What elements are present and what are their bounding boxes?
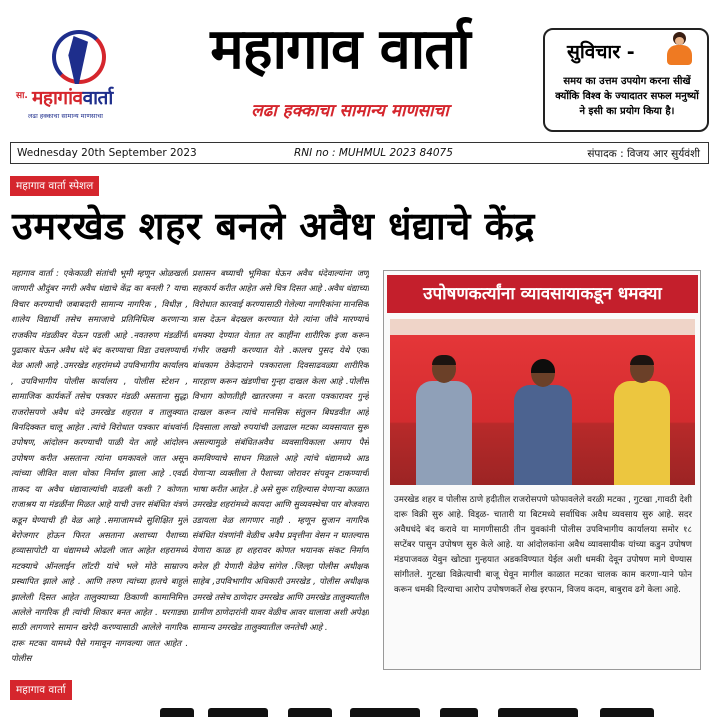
masthead-title: महागाव वार्ता <box>210 17 470 82</box>
masthead-tagline: लढा हक्काचा सामान्य माणसाचा <box>251 101 449 121</box>
section-tag-2[interactable]: महागाव वार्ता <box>10 680 72 700</box>
photo-banner-cloth <box>390 319 695 335</box>
logo-name: महागांववार्ता <box>32 87 113 109</box>
saint-figure-icon <box>665 32 693 66</box>
photo-person-left <box>416 355 472 485</box>
logo-prefix: सा. <box>16 91 28 101</box>
editor-credit: संपादक : विजय आर सुर्यवंशी <box>587 148 700 160</box>
section-tag[interactable]: महागाव वार्ता स्पेशल <box>10 176 99 196</box>
photo-person-center <box>514 359 572 485</box>
logo-tagline: लढा हक्काचा सामान्य माणसाचा <box>28 112 103 120</box>
thought-text: समय का उत्तम उपयोग करना सीखें क्योंकि विश्व के ज्यादातर सफल मनुष्यों ने इसी का प्रयोग किया है। <box>555 76 699 117</box>
photo-person-right <box>614 355 670 485</box>
article-column-2: प्रशासन बघ्याची भूमिका घेऊन अवैध धंदेवाल्यांना जणू सहकार्य करीत आहेत असे चित्र दिसत आहे .अवैध धंद्याच्या विरोधात कारवाई करण्यासाठी गेलेल्या नागरिकांना मानसिक त्रास देऊन बेदखल करण्यात येते त्यांना जीवे मारण्याचे धमक्या देण्यात येतात तर काहींना शारीरिक इजा करून गंभीर जखमी करण्यात येते .कालच पुसद येथे एका बांधकाम ठेकेदाराने पत्रकाराला दिवसाढवळ्या शारीरिक मारहाण करून खंडणीचा गुन्हा दाखल केला आहे .पोलीस विभाग कोणतीही खातरजमा न करता पत्रकारावर गुन्हे दाखल करून त्यांचे मानसिक संतुलन बिघडवीत आहे दिवसाला लाखो रुपयांची उलाढाल मटका व्यवसायात सुरू असल्यामुळे संबंधितअवैध व्यवसायिकाला अमाप पैसे कमविण्याचे साधन मिळाले आहे त्यांचे धंद्यामध्ये आड येणाऱ्या व्यक्तीला ते पैशाच्या जोरावर संपवून टाकण्याची भाषा करीत आहेत .हे असे सुरू राहिल्यास येणाऱ्या काळात उमरखेड शहरांमध्ये कायदा आणि सुव्यवस्थेचा पार बोजवारा उडायला वेळ लागणार नाही . म्हणून सुजान नागरिक संबंधित यंत्रणांनी वेळीच अवैध प्रवृत्तीना वेसन न घातल्यास येणारा काळ हा शहरावर कोणत भयानक संकट निर्माण करेल ही येणारी वेळेच सांगेल .जिल्हा पोलीस अधीक्षक साहेब ,उपविभागीय अधिकारी उमरखेड , पोलीस अधीक्षक उमरखे तसेच ठाणेदार उमरखेड आणि उमरखेड तालुक्यातील ग्रामीण ठाणेदारांनी यावर वेळीच आवर घालावा अशी अपेक्षा सामान्य उमरखेड तालुक्यातील जनतेची आहे . <box>192 268 369 633</box>
article-column-1: महागाव वार्ता : एकेकाळी संतांची भूमी म्हणून ओळखली जाणारी औदुंबर नगरी अवैध धंद्याचे केंद्र का बनली ? याचा विचार करण्याची जबाबदारी सामान्य नागरिक , विधीज्ञ , शालेय विद्यार्थी तसेच समाजाचे प्रतिनिधित्व करणाऱ्या राजकीय मंडळीवर येऊन पडली आहे .नवतरुण मंडळींनी पुढाकार घेऊन अवैध धंदे बंद करण्याचा विडा उचलण्याची वेळ आली आहे .उमरखेड शहरांमध्ये उपविभागीय कार्यालय , उपविभागीय पोलीस कार्यालय , पोलीस स्टेशन , सामाजिक कार्यकर्ते तसेच पत्रकार मंडळी असताना सुद्धा राजरोसपणे अवैध धंदे उमरखेड शहरात व तालुक्यात बिनदिक्कत चालू आहेत .त्यांचे विरोधात पत्रकार बांधवांनी उपोषण, आंदोलन करण्याची पाळी येत आहे आंदोलन उपोषण करीत असताना त्यांना धमकावले जात असून त्यांच्या जीवित वाला धोका निर्माण झाला आहे .एवढी ताकद या अवैध धंद्यावाल्यांची वाढली कशी ? कोणता राजाश्रय या मंडळींना मिळत आहे याची उत्तर संबंधित यंत्रणे कडून घेण्याची ही वेळ आहे .समाजामध्ये सुशिक्षित मुले बेरोजगार होऊन फिरत असताना अशाच्या पैशाच्या हव्यासापोटी या धंद्यामध्ये ओढली जात आहेत शहरामध्ये मटक्याचे ऑनलाईन लॉटरी यांचे भले मोठे साम्राज्य प्रस्थापित झाले आहे . आणि तरुण त्यांच्या हातचे बाहुले झालेली दिसत आहेत तालुक्याच्या ठिकाणी कामानिमित्त आलेले नागरिक ही त्यांची शिकार बनत आहेत . घरगाड्या साठी लागणारे सामान खरेदी करण्यासाठी आलेले नागरिक दारू मटका यामध्ये पैसे गमावून नागवल्या जात आहेत . पोलीस <box>11 268 188 664</box>
article-headline[interactable]: उमरखेड शहर बनले अवैध धंद्याचे केंद्र <box>12 204 535 248</box>
next-headline-partial <box>160 706 680 717</box>
clipping-banner: उपोषणकर्त्यांना व्यावसायाकडून धमक्या <box>387 275 698 313</box>
thought-box <box>543 28 709 132</box>
date-bar <box>10 142 709 164</box>
thought-title: सुविचार - <box>567 41 635 63</box>
issue-date: Wednesday 20th September 2023 <box>17 147 197 159</box>
clipping-text: उमरखेड शहर व पोलीस ठाणे हदीतील राजरोसपणे फोफावलेले वरळी मटका , गुटखा ,गावठी देशी दारू विक्री सुरु आहे. विड्ळ- चातारी या बिटमध्ये सर्वाधिक अवैध व्यवसाय सुरु आहे. सदर अवैधधंदे बंद करावे या मागणीसाठी तीन युवकांनी पोलीस उपविभागीय कार्यालया समोर १८ सप्टेंबर पासुन उपोषण सुरु केले आहे. या आंदोलकांना अवैध व्यावसायीक यांच्या कडुन उपोषण मंडपाजवळ येवुन खोट्या गुन्हयात अडकविण्यात येईल अशी धमकी देवून उपोषण मागे घेण्यास सांगीतले. गुटखा विक्रेत्याची बाजू घेवून मागील काळात मटका चालक काम करणा-याने फोन करून धमकी दिल्याचा आरोप उपोषणकर्ते शेख इरफान, विजय कदम, बाबुराव ढगे केला आहे. <box>394 495 692 595</box>
rni-number: RNI no : MUHMUL 2023 84075 <box>294 147 453 159</box>
news-clipping[interactable] <box>383 270 701 670</box>
clipping-photo <box>390 319 695 485</box>
newspaper-logo[interactable] <box>14 30 134 122</box>
